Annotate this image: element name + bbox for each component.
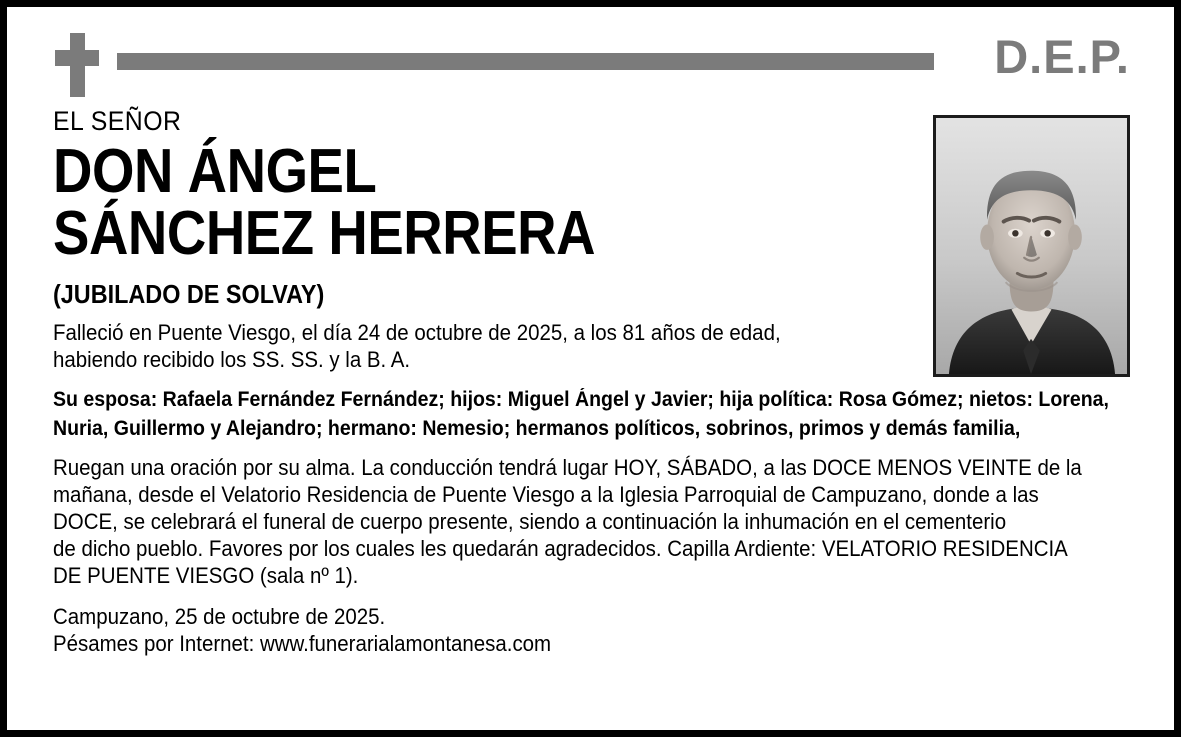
closing-location-date: Campuzano, 25 de octubre de 2025. bbox=[53, 604, 386, 629]
cross-horizontal-bar bbox=[55, 50, 99, 66]
family-list-line-2: Nuria, Guillermo y Alejandro; hermano: Nemesio; hermanos políticos, sobrinos, primos y demás familia, bbox=[53, 417, 1021, 440]
family-list-line-1: Su esposa: Rafaela Fernández Fernández; hijos: Miguel Ángel y Javier; hija política: Rosa Gómez; nietos: Lorena, bbox=[53, 388, 1109, 411]
funeral-details-line-3: DOCE, se celebrará el funeral de cuerpo presente, siendo a continuación la inhumación en el cementerio bbox=[53, 509, 1007, 534]
condolences-url[interactable]: Pésames por Internet: www.funerarialamontanesa.com bbox=[53, 631, 552, 656]
death-info bbox=[53, 319, 832, 373]
dep-label: D.E.P. bbox=[994, 30, 1130, 83]
notice-content bbox=[51, 105, 1130, 657]
funeral-details-line-2: mañana, desde el Velatorio Residencia de Puente Viesgo a la Iglesia Parroquial de Campuzano, donde a las bbox=[53, 482, 1039, 507]
notice-header bbox=[51, 31, 1130, 103]
death-info-line-1: Falleció en Puente Viesgo, el día 24 de octubre de 2025, a los 81 años de edad, bbox=[53, 320, 781, 345]
funeral-details-line-5: DE PUENTE VIESGO (sala nº 1). bbox=[53, 563, 359, 588]
portrait-photo bbox=[933, 115, 1130, 377]
header-rule bbox=[117, 53, 934, 70]
deceased-name-line-1: DON ÁNGEL bbox=[53, 137, 377, 206]
funeral-details bbox=[53, 454, 1082, 589]
honorific-prefix: EL SEÑOR bbox=[53, 106, 182, 136]
death-info-line-2: habiendo recibido los SS. SS. y la B. A. bbox=[53, 347, 411, 372]
portrait-illustration bbox=[936, 118, 1127, 374]
cross-icon bbox=[55, 33, 99, 97]
funeral-details-line-1: Ruegan una oración por su alma. La conducción tendrá lugar HOY, SÁBADO, a las DOCE MENOS VEINTE de la bbox=[53, 455, 1082, 480]
text-column bbox=[51, 105, 1109, 657]
notice-inner bbox=[7, 7, 1174, 730]
deceased-name bbox=[53, 137, 790, 268]
deceased-name-line-2: SÁNCHEZ HERRERA bbox=[53, 199, 596, 268]
occupation-label: (JUBILADO DE SOLVAY) bbox=[53, 279, 325, 309]
closing-info bbox=[53, 603, 832, 657]
family-list bbox=[53, 385, 1109, 443]
funeral-details-line-4: de dicho pueblo. Favores por los cuales les quedarán agradecidos. Capilla Ardiente: VELATORIO RESIDENCIA bbox=[53, 536, 1068, 561]
